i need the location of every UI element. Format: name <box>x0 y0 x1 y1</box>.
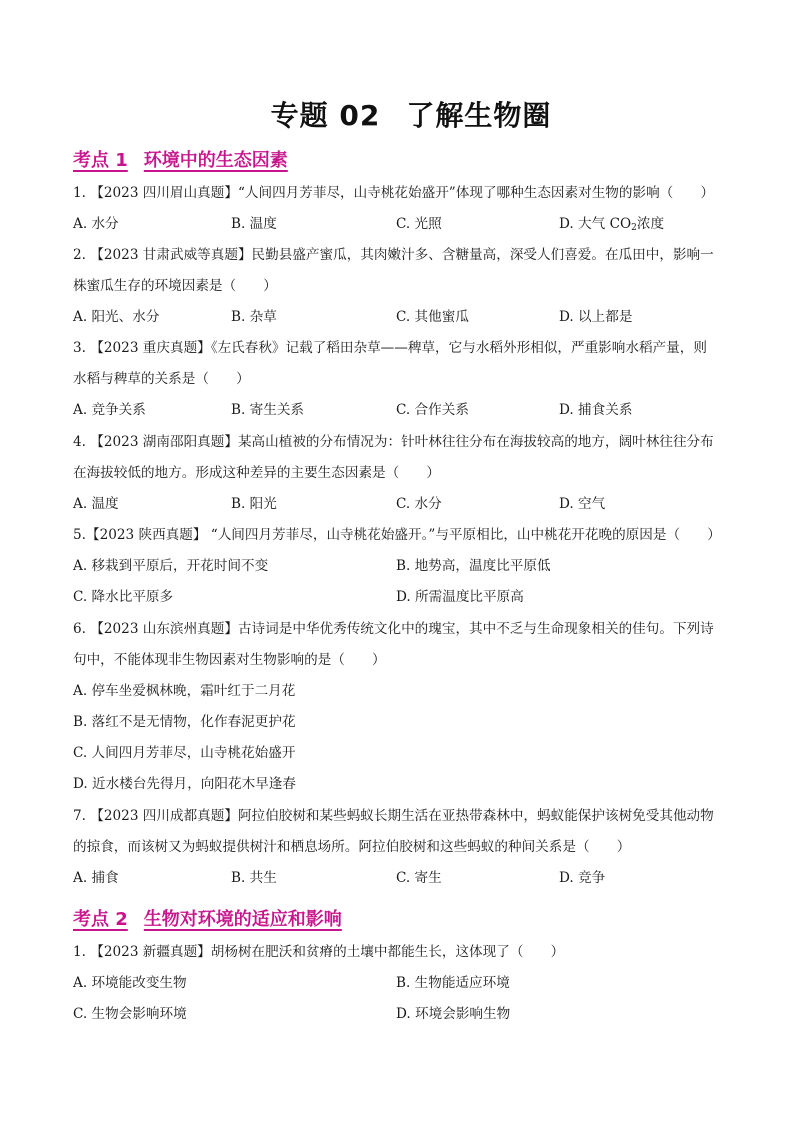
section2-question-1-options-row2 <box>73 1004 723 1024</box>
option-a: A. 移栽到平原后，开花时间不变 <box>73 558 269 574</box>
option-d: D. 大气 $CO_2$浓度 <box>559 216 665 233</box>
section-heading-1: 考点 1 环境中的生态因素 <box>73 150 288 171</box>
section2-question-1-options-row1 <box>73 973 723 993</box>
option-a: A. 温度 <box>73 496 119 512</box>
question-6-text-line1: 6. 【2023 山东滨州真题】古诗词是中华优秀传统文化中的瑰宝，其中不乏与生命现象相关的佳句。下列诗 <box>73 621 714 637</box>
option-c: C. 生物会影响环境 <box>73 1006 187 1022</box>
question-1-text: 1. 【2023 四川眉山真题】“人间四月芳菲尽，山寺桃花始盛开”体现了哪种生态因素对生物的影响（ ） <box>73 185 715 201</box>
question-5-options-row1 <box>73 556 723 576</box>
option-c: C. 合作关系 <box>396 402 469 418</box>
option-d: D. 以上都是 <box>559 309 633 325</box>
option-b: B. 阳光 <box>231 496 277 512</box>
question-2-text-line2: 株蜜瓜生存的环境因素是（ ） <box>73 278 277 294</box>
question-6-option-c: C. 人间四月芳菲尽，山寺桃花始盛开 <box>73 745 296 761</box>
option-c: C. 水分 <box>396 496 442 512</box>
option-b: B. 地势高，温度比平原低 <box>396 558 551 574</box>
option-b: B. 温度 <box>231 216 277 232</box>
option-d: D. 空气 <box>559 496 606 512</box>
option-c: C. 降水比平原多 <box>73 589 174 605</box>
question-2-options <box>73 307 723 327</box>
question-3-options <box>73 400 723 420</box>
option-a: A. 水分 <box>73 216 119 232</box>
question-6-text-line2: 句中，不能体现非生物因素对生物影响的是（ ） <box>73 652 386 668</box>
question-1-options <box>73 214 723 234</box>
option-a: A. 环境能改变生物 <box>73 975 187 991</box>
question-5-text: 5.【2023 陕西真题】 “人间四月芳菲尽，山寺桃花始盛开。”与平原相比，山中桃花开花晚的原因是（ ） <box>73 527 721 543</box>
section-heading-2: 考点 2 生物对环境的适应和影响 <box>73 909 342 930</box>
question-4-text-line2: 在海拔较低的地方。形成这种差异的主要生态因素是（ ） <box>73 465 441 481</box>
question-6-option-a: A. 停车坐爱枫林晚，霜叶红于二月花 <box>73 683 296 699</box>
option-d: D. 捕食关系 <box>559 402 633 418</box>
option-b: B. 杂草 <box>231 309 277 325</box>
question-3-text-line2: 水稻与稗草的关系是（ ） <box>73 371 250 387</box>
title-sub: 了解生物圈 <box>406 99 552 132</box>
question-4-text-line1: 4. 【2023 湖南邵阳真题】某高山植被的分布情况为：针叶林往往分布在海拔较高的地方，阔叶林往往分布 <box>73 434 714 450</box>
option-b: B. 生物能适应环境 <box>396 975 510 991</box>
question-7-options <box>73 868 723 888</box>
option-b: B. 寄生关系 <box>231 402 305 418</box>
title-main: 专题 02 <box>270 99 381 132</box>
question-5-options-row2 <box>73 587 723 607</box>
question-6-option-d: D. 近水楼台先得月，向阳花木早逢春 <box>73 776 296 792</box>
option-c: C. 寄生 <box>396 870 442 886</box>
option-d: D. 环境会影响生物 <box>396 1006 511 1022</box>
option-d: D. 竞争 <box>559 870 606 886</box>
question-4-options <box>73 494 723 514</box>
question-3-text-line1: 3. 【2023 重庆真题】《左氏春秋》记载了稻田杂草——稗草，它与水稻外形相似，严重影响水稻产量，则 <box>73 340 707 356</box>
option-a: A. 阳光、水分 <box>73 309 160 325</box>
section2-question-1-text: 1. 【2023 新疆真题】胡杨树在肥沃和贫瘠的土壤中都能生长，这体现了（ ） <box>73 944 565 960</box>
question-2-text-line1: 2. 【2023 甘肃武威等真题】民勤县盛产蜜瓜，其肉嫩汁多、含糖量高，深受人们喜爱。在瓜田中，影响一 <box>73 247 714 263</box>
option-d: D. 所需温度比平原高 <box>396 589 524 605</box>
option-a: A. 竞争关系 <box>73 402 146 418</box>
question-6-option-b: B. 落红不是无情物，化作春泥更护花 <box>73 714 296 730</box>
option-a: A. 捕食 <box>73 870 119 886</box>
option-c: C. 其他蜜瓜 <box>396 309 469 325</box>
question-7-text-line1: 7. 【2023 四川成都真题】阿拉伯胶树和某些蚂蚁长期生活在亚热带森林中，蚂蚁能保护该树免受其他动物 <box>73 808 714 824</box>
page-title <box>0 94 794 134</box>
question-7-text-line2: 的掠食，而该树又为蚂蚁提供树汁和栖息场所。阿拉伯胶树和这些蚂蚁的种间关系是（ ） <box>73 839 631 855</box>
option-c: C. 光照 <box>396 216 442 232</box>
option-b: B. 共生 <box>231 870 277 886</box>
